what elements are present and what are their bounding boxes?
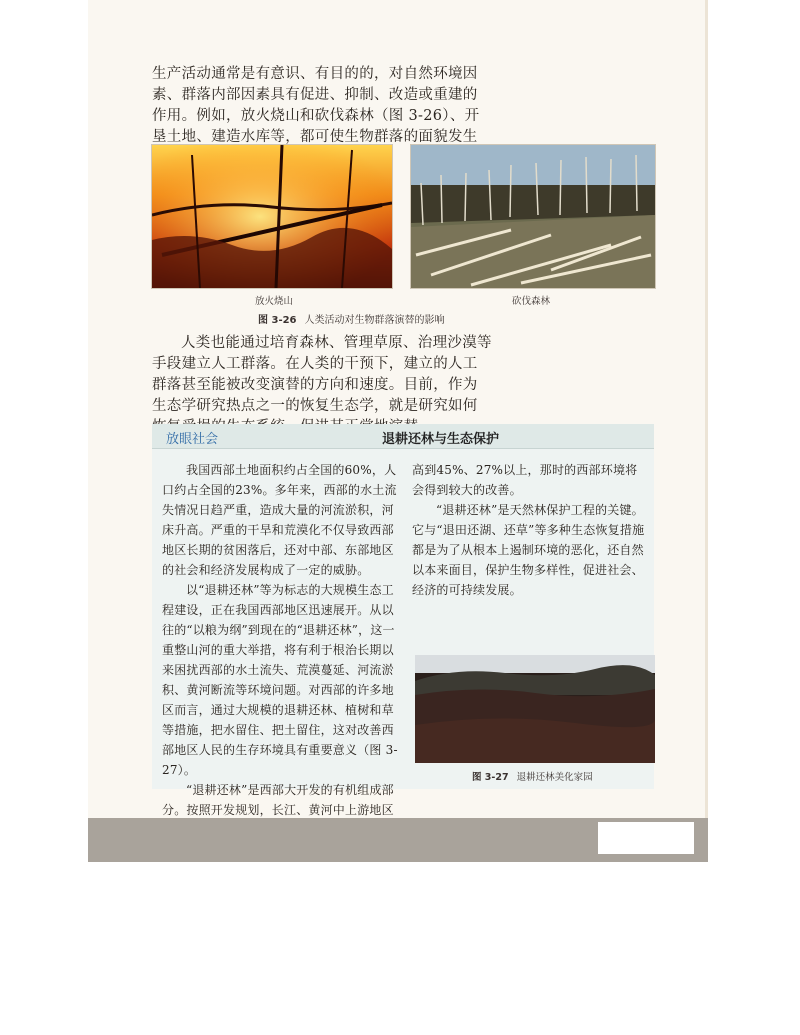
sidebar-paragraph: 高到45%、27%以上，那时的西部环境将会得到较大的改善。 (412, 463, 638, 497)
figure-caption-logging: 砍伐森林 (512, 296, 551, 307)
figure-title: 退耕还林美化家园 (516, 772, 593, 783)
sidebar-tag: 放眼社会 (166, 432, 219, 447)
footer-label-blank (598, 822, 694, 854)
figure-number: 图 3-27 (472, 772, 509, 783)
sidebar-paragraph: 以“退耕还林”等为标志的大规模生态工程建设，正在我国西部地区迅速展开。从以往的“以粮为纲”到现在的“退耕还林”，这一重整山河的重大举措，将有利于根治长期以来困扰西部的水土流失、荒漠蔓延、河流淤积、黄河断流等环境问题。对西部的许多地区而言，通过大规模的退耕还林、植树和草等措施，把水留住、把土留住，这对改善西部地区人民的生存环境具有重要意义（图 3-27）。 (162, 583, 398, 777)
figure-3-26-caption (258, 311, 445, 326)
forest-fire-photo (151, 144, 393, 289)
figure-caption-fire: 放火烧山 (255, 296, 294, 307)
intro-paragraph: 生产活动通常是有意识、有目的的，对自然环境因素、群落内部因素具有促进、抑制、改造或重建的作用。例如，放火烧山和砍伐森林（图 3-26）、开垦土地、建造水库等，都可使生物群落的面貌发生 (152, 66, 480, 145)
sidebar-paragraph: 我国西部土地面积约占全国的60%，人口约占全国的23%。多年来，西部的水土流失情况日趋严重，造成大量的河流淤积，河床升高。严重的干旱和荒漠化不仅导致西部地区长期的贫困落后，还对中部、东部地区的社会和经济发展构成了一定的威胁。 (162, 463, 397, 577)
figure-3-27-caption (472, 769, 593, 783)
sidebar-title: 退耕还林与生态保护 (382, 432, 500, 447)
reforested-hills-photo (415, 655, 655, 763)
second-paragraph: 人类也能通过培育森林、管理草原、治理沙漠等手段建立人工群落。在人类的干预下，建立的人工群落甚至能被改变演替的方向和速度。目前，作为生态学研究热点之一的恢复生态学，就是研究如何 (152, 335, 492, 414)
sidebar-left-column (162, 460, 400, 840)
textbook-page (88, 0, 708, 862)
sidebar-paragraph: “退耕还林”是天然林保护工程的关键。它与“退田还湖、还草”等多种生态恢复措施都是为了从根本上遏制环境的恶化，还自然以本来面目，保护生物多样性，促进社会、经济的可持续发展。 (412, 503, 645, 597)
sidebar-header (152, 424, 654, 449)
deforestation-photo (410, 144, 656, 289)
figure-title: 人类活动对生物群落演替的影响 (304, 315, 445, 326)
sidebar-right-column (412, 460, 646, 600)
sidebar-paragraph: “退耕还林”是西部大开发的有机组成部分。按照开发规划，长江、黄河中上游地区 (162, 783, 394, 817)
figure-number: 图 3-26 (258, 315, 297, 326)
